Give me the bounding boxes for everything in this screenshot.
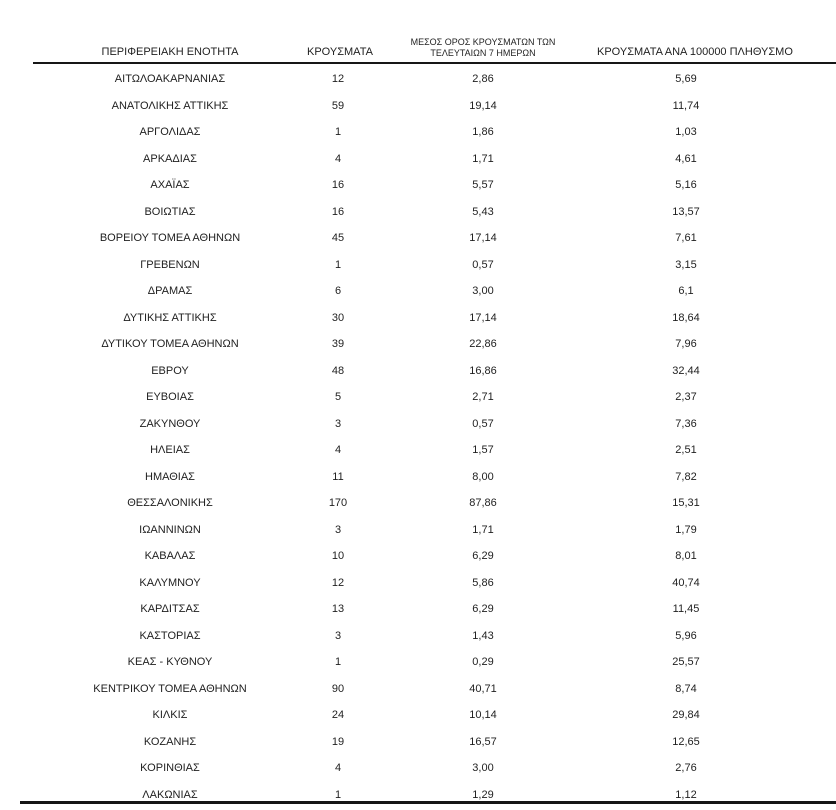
table-row <box>33 464 836 491</box>
cell-region: ΓΡΕΒΕΝΩΝ <box>140 258 200 271</box>
cell-per100k: 1,03 <box>675 126 697 139</box>
column-header-avg7day <box>369 37 597 62</box>
cell-per100k: 2,76 <box>675 762 697 775</box>
table-row <box>33 225 836 252</box>
cell-cases: 4 <box>334 444 342 457</box>
table-row <box>33 199 836 226</box>
table-row <box>33 278 836 305</box>
cell-avg7day: 3,00 <box>472 762 494 775</box>
cell-avg7day: 19,14 <box>469 99 497 112</box>
table-row <box>33 119 836 146</box>
cell-region: ΚΑΛΥΜΝΟΥ <box>139 576 201 589</box>
table-row <box>33 384 836 411</box>
cell-per100k: 7,82 <box>675 470 697 483</box>
cell-region: ΑΧΑΪΑΣ <box>150 179 190 192</box>
cell-cases: 11 <box>332 470 344 483</box>
cell-region: ΚΑΣΤΟΡΙΑΣ <box>139 629 201 642</box>
table-row <box>33 755 836 782</box>
cell-cases: 12 <box>331 73 345 86</box>
cell-cases: 10 <box>331 550 345 563</box>
table-row <box>33 358 836 385</box>
cell-per100k: 13,57 <box>672 205 700 218</box>
cell-region: ΕΒΡΟΥ <box>151 364 189 377</box>
cell-avg7day: 0,57 <box>472 417 494 430</box>
cell-avg7day: 17,14 <box>469 311 497 324</box>
cell-cases: 1 <box>334 126 342 139</box>
cell-per100k: 8,74 <box>675 682 697 695</box>
column-header-avg7day-line1: ΜΕΣΟΣ ΟΡΟΣ ΚΡΟΥΣΜΑΤΩΝ ΤΩΝ <box>410 37 556 47</box>
cell-avg7day: 17,14 <box>469 232 497 245</box>
cell-per100k: 25,57 <box>672 656 700 669</box>
table-row <box>33 252 836 279</box>
table-row <box>33 490 836 517</box>
cell-per100k: 5,69 <box>675 73 697 86</box>
cell-avg7day: 8,00 <box>472 470 494 483</box>
cell-region: ΚΑΡΔΙΤΣΑΣ <box>140 603 200 616</box>
cell-region: ΚΕΝΤΡΙΚΟΥ ΤΟΜΕΑ ΑΘΗΝΩΝ <box>93 682 247 695</box>
cell-cases: 1 <box>334 258 342 271</box>
cell-avg7day: 1,57 <box>472 444 494 457</box>
cell-cases: 3 <box>334 417 342 430</box>
cell-cases: 1 <box>334 788 342 801</box>
cell-avg7day: 2,71 <box>472 391 494 404</box>
cell-cases: 45 <box>331 232 345 245</box>
table-body <box>33 66 836 808</box>
column-header-avg7day-line2: ΤΕΛΕΥΤΑΙΩΝ 7 ΗΜΕΡΩΝ <box>430 48 536 58</box>
table-row <box>33 146 836 173</box>
cell-per100k: 2,37 <box>675 391 697 404</box>
cell-cases: 5 <box>334 391 342 404</box>
cell-region: ΑΡΓΟΛΙΔΑΣ <box>139 126 201 139</box>
cell-avg7day: 22,86 <box>469 338 497 351</box>
cell-region: ΘΕΣΣΑΛΟΝΙΚΗΣ <box>127 497 213 510</box>
cell-avg7day: 2,86 <box>472 73 494 86</box>
cell-cases: 4 <box>334 762 342 775</box>
cell-region: ΚΟΖΑΝΗΣ <box>143 735 197 748</box>
cell-region: ΗΛΕΙΑΣ <box>150 444 190 457</box>
cell-cases: 3 <box>334 629 342 642</box>
cell-region: ΕΥΒΟΙΑΣ <box>146 391 194 404</box>
table-row <box>33 437 836 464</box>
column-header-cases: ΚΡΟΥΣΜΑΤΑ <box>307 46 373 58</box>
cell-avg7day: 87,86 <box>469 497 497 510</box>
cell-per100k: 15,31 <box>672 497 700 510</box>
table-row <box>33 570 836 597</box>
cell-cases: 4 <box>334 152 342 165</box>
table-row <box>33 649 836 676</box>
cell-per100k: 11,45 <box>672 603 700 616</box>
cell-avg7day: 5,86 <box>472 576 494 589</box>
cell-avg7day: 0,29 <box>472 656 494 669</box>
header-divider-rule <box>33 62 836 64</box>
cell-region: ΚΟΡΙΝΘΙΑΣ <box>140 762 200 775</box>
cell-region: ΚΕΑΣ - ΚΥΘΝΟΥ <box>127 656 213 669</box>
table-row <box>33 623 836 650</box>
table-row <box>33 411 836 438</box>
cell-per100k: 3,15 <box>675 258 697 271</box>
table-row <box>33 543 836 570</box>
cell-cases: 16 <box>331 205 345 218</box>
cell-per100k: 4,61 <box>675 152 697 165</box>
cell-region: ΑΝΑΤΟΛΙΚΗΣ ΑΤΤΙΚΗΣ <box>111 99 229 112</box>
cell-per100k: 1,79 <box>675 523 697 536</box>
cell-region: ΔΥΤΙΚΟΥ ΤΟΜΕΑ ΑΘΗΝΩΝ <box>101 338 239 351</box>
cell-avg7day: 1,71 <box>472 523 494 536</box>
cell-region: ΑΙΤΩΛΟΑΚΑΡΝΑΝΙΑΣ <box>114 73 226 86</box>
cell-per100k: 5,96 <box>675 629 697 642</box>
cell-per100k: 1,12 <box>675 788 697 801</box>
cell-region: ΚΑΒΑΛΑΣ <box>144 550 196 563</box>
table-row <box>33 596 836 623</box>
cell-avg7day: 1,29 <box>472 788 494 801</box>
cell-per100k: 11,74 <box>672 99 700 112</box>
table-row <box>33 331 836 358</box>
cell-avg7day: 0,57 <box>472 258 494 271</box>
cell-per100k: 29,84 <box>672 709 700 722</box>
cell-cases: 170 <box>328 497 348 510</box>
column-header-region: ΠΕΡΙΦΕΡΕΙΑΚΗ ΕΝΟΤΗΤΑ <box>101 46 239 58</box>
cell-cases: 16 <box>331 179 345 192</box>
cell-per100k: 40,74 <box>672 576 700 589</box>
cell-per100k: 7,61 <box>675 232 697 245</box>
cell-per100k: 8,01 <box>675 550 697 563</box>
cell-region: ΚΙΛΚΙΣ <box>152 709 188 722</box>
cell-region: ΖΑΚΥΝΘΟΥ <box>139 417 201 430</box>
cell-cases: 39 <box>331 338 345 351</box>
cell-cases: 13 <box>331 603 345 616</box>
cell-per100k: 12,65 <box>672 735 700 748</box>
cell-per100k: 7,96 <box>675 338 697 351</box>
cell-cases: 1 <box>334 656 342 669</box>
table-row <box>33 517 836 544</box>
column-header-per100k: ΚΡΟΥΣΜΑΤΑ ΑΝΑ 100000 ΠΛΗΘΥΣΜΟ <box>597 46 793 58</box>
cell-cases: 90 <box>331 682 345 695</box>
table-row <box>33 305 836 332</box>
table-row <box>33 729 836 756</box>
table-row <box>33 676 836 703</box>
cell-cases: 24 <box>331 709 345 722</box>
cell-avg7day: 16,57 <box>469 735 497 748</box>
cell-cases: 6 <box>334 285 342 298</box>
cell-region: ΔΡΑΜΑΣ <box>147 285 193 298</box>
bottom-rule <box>20 801 836 804</box>
cell-region: ΗΜΑΘΙΑΣ <box>145 470 195 483</box>
cell-per100k: 32,44 <box>672 364 700 377</box>
cell-avg7day: 6,29 <box>472 550 494 563</box>
cell-avg7day: 40,71 <box>469 682 497 695</box>
cell-cases: 59 <box>331 99 345 112</box>
cell-cases: 30 <box>331 311 345 324</box>
cell-per100k: 18,64 <box>672 311 700 324</box>
cell-avg7day: 5,57 <box>472 179 494 192</box>
cell-avg7day: 1,71 <box>472 152 494 165</box>
table-row <box>33 66 836 93</box>
cell-region: ΒΟΙΩΤΙΑΣ <box>144 205 196 218</box>
cell-region: ΑΡΚΑΔΙΑΣ <box>143 152 197 165</box>
cell-region: ΛΑΚΩΝΙΑΣ <box>142 788 198 801</box>
cell-avg7day: 3,00 <box>472 285 494 298</box>
cell-avg7day: 1,43 <box>472 629 494 642</box>
table-row <box>33 782 836 809</box>
cell-cases: 3 <box>334 523 342 536</box>
cell-per100k: 5,16 <box>675 179 697 192</box>
table-row <box>33 93 836 120</box>
cell-avg7day: 1,86 <box>472 126 494 139</box>
cell-avg7day: 16,86 <box>469 364 497 377</box>
cell-cases: 19 <box>331 735 345 748</box>
cell-avg7day: 6,29 <box>472 603 494 616</box>
cell-cases: 12 <box>331 576 345 589</box>
cell-per100k: 2,51 <box>675 444 697 457</box>
cell-per100k: 7,36 <box>675 417 697 430</box>
cell-region: ΔΥΤΙΚΗΣ ΑΤΤΙΚΗΣ <box>123 311 217 324</box>
cell-region: ΙΩΑΝΝΙΝΩΝ <box>139 523 201 536</box>
cell-per100k: 6,1 <box>678 285 694 298</box>
cell-avg7day: 5,43 <box>472 205 494 218</box>
table-header-row <box>33 28 836 62</box>
table-row <box>33 172 836 199</box>
table-row <box>33 702 836 729</box>
cell-avg7day: 10,14 <box>469 709 497 722</box>
cell-cases: 48 <box>331 364 345 377</box>
cell-region: ΒΟΡΕΙΟΥ ΤΟΜΕΑ ΑΘΗΝΩΝ <box>99 232 241 245</box>
